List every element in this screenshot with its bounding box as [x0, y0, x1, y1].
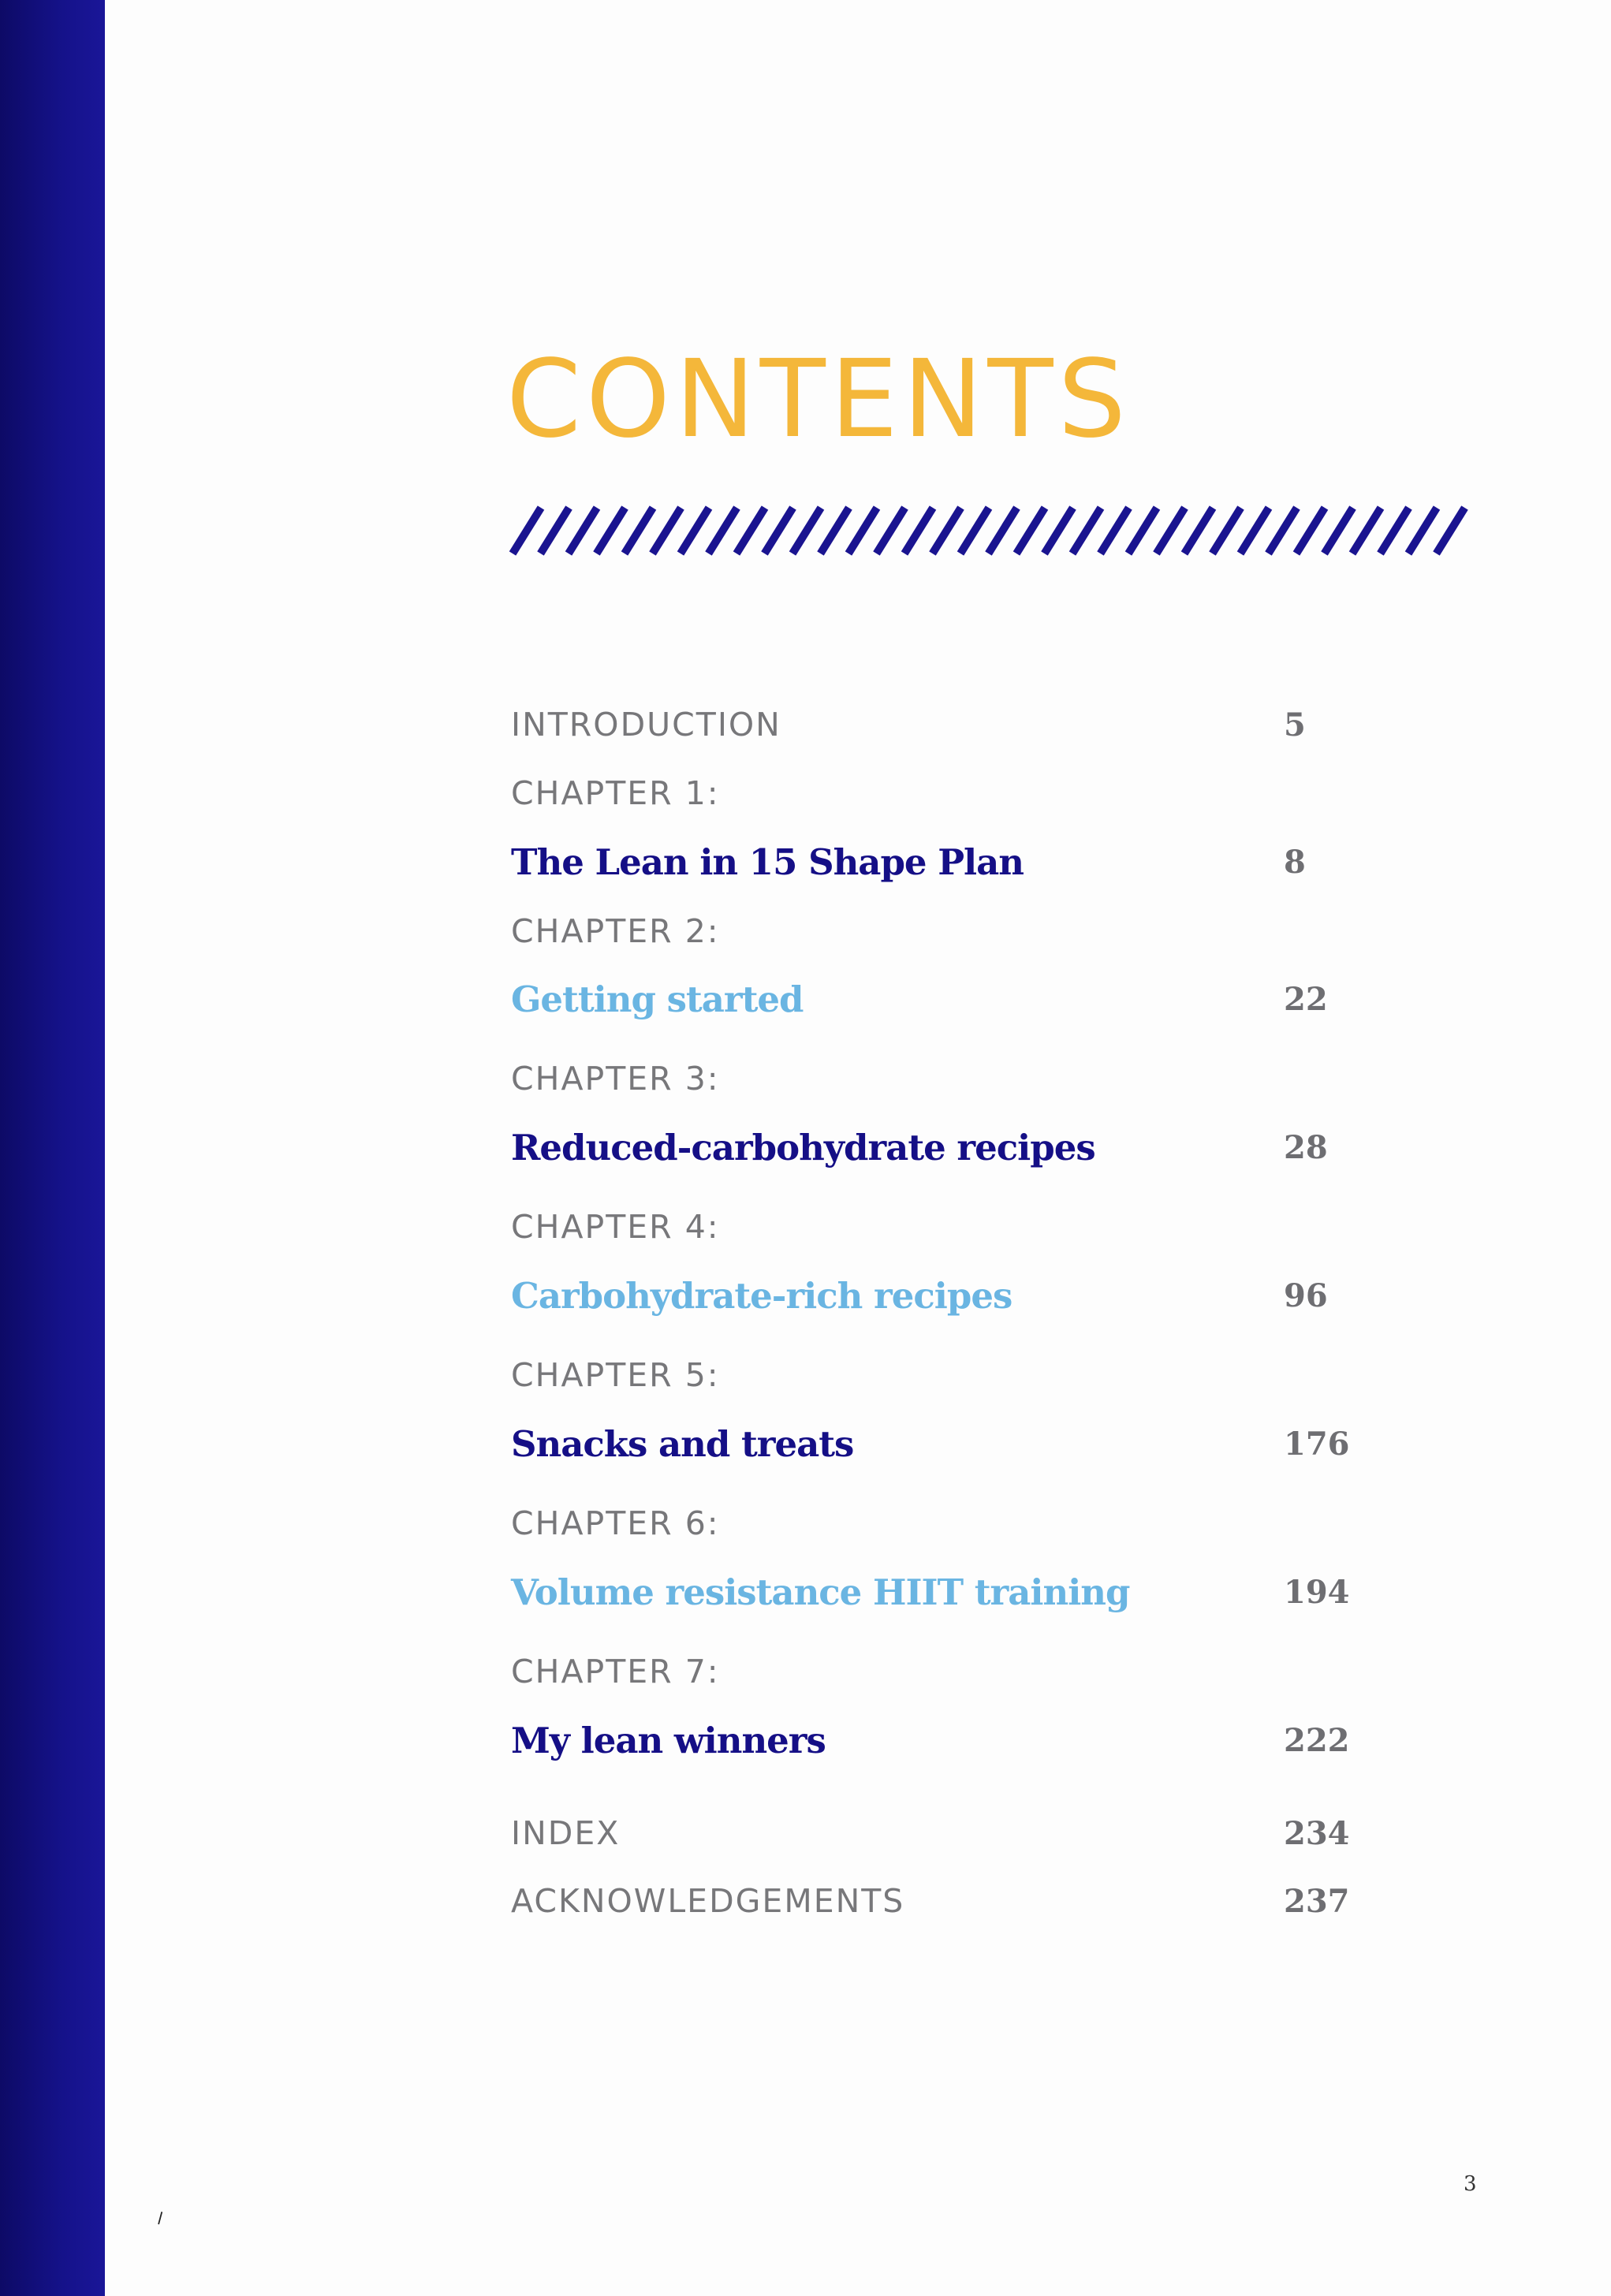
- stripe-mark: [1016, 508, 1045, 554]
- toc-entry: [511, 1806, 1350, 1861]
- stripe-mark: [625, 508, 653, 554]
- toc-chapter-title: The Lean in 15 Shape Plan: [511, 840, 1024, 883]
- book-spine: [0, 0, 105, 2296]
- toc-section-label: CHAPTER 2:: [511, 912, 720, 950]
- toc-section-label: CHAPTER 7:: [511, 1653, 720, 1690]
- stripe-mark: [821, 508, 849, 554]
- page-folio: 3: [1464, 2172, 1477, 2196]
- toc-page-number: 234: [1284, 1814, 1350, 1852]
- stripe-mark: [513, 508, 541, 554]
- toc-entry: [511, 1051, 1347, 1106]
- toc-page-number: 176: [1284, 1425, 1350, 1463]
- toc-entry: [511, 1416, 1350, 1471]
- stripe-mark: [792, 508, 821, 554]
- stripe-mark: [1045, 508, 1073, 554]
- stripe-mark: [653, 508, 681, 554]
- stripe-mark: [597, 508, 625, 554]
- stripe-mark: [1157, 508, 1185, 554]
- stripe-mark: [1072, 508, 1101, 554]
- toc-chapter-title: Snacks and treats: [511, 1422, 854, 1465]
- toc-entry: [511, 1120, 1347, 1175]
- toc-entry: [511, 1496, 1347, 1551]
- toc-entry: [511, 697, 1347, 752]
- toc-page-number: 28: [1284, 1128, 1328, 1166]
- stripe-mark: [681, 508, 709, 554]
- toc-page-number: 8: [1284, 843, 1306, 881]
- stripe-mark: [709, 508, 737, 554]
- toc-page-number: 96: [1284, 1277, 1328, 1314]
- toc-chapter-title: My lean winners: [511, 1719, 826, 1761]
- toc-page-number: 22: [1284, 980, 1328, 1018]
- toc-entry: [511, 766, 1347, 821]
- toc-chapter-title: Getting started: [511, 978, 804, 1020]
- toc-section-label: CHAPTER 3:: [511, 1060, 720, 1098]
- toc-section-label: CHAPTER 5:: [511, 1356, 720, 1394]
- toc-chapter-title: Reduced-carbohydrate recipes: [511, 1126, 1095, 1168]
- toc-entry: [511, 1713, 1350, 1768]
- stripe-mark: [1437, 508, 1465, 554]
- stripe-mark: [541, 508, 569, 554]
- stripe-mark: [989, 508, 1017, 554]
- toc-section-label: CHAPTER 6:: [511, 1504, 720, 1542]
- stripe-mark: [1184, 508, 1213, 554]
- toc-chapter-title: Volume resistance HIIT training: [511, 1571, 1130, 1613]
- stripe-mark: [1408, 508, 1437, 554]
- stripe-mark: [1269, 508, 1297, 554]
- toc-section-label: CHAPTER 4:: [511, 1208, 720, 1246]
- toc-entry: [511, 904, 1347, 959]
- stripe-mark: [765, 508, 793, 554]
- toc-section-label: INDEX: [511, 1814, 621, 1852]
- toc-page-number: 5: [1284, 706, 1306, 744]
- stripe-mark: [1128, 508, 1157, 554]
- page-title: CONTENTS: [506, 337, 1131, 462]
- toc-page-number: 237: [1284, 1882, 1350, 1920]
- toc-entry: [511, 1873, 1350, 1929]
- toc-entry: [511, 1347, 1347, 1403]
- stripe-mark: [737, 508, 765, 554]
- toc-entry: [511, 1199, 1347, 1254]
- toc-section-label: CHAPTER 1:: [511, 774, 720, 812]
- stripe-mark: [848, 508, 877, 554]
- stripe-mark: [904, 508, 933, 554]
- stripe-mark: [933, 508, 961, 554]
- stripe-mark: [1101, 508, 1129, 554]
- stripe-mark: [1213, 508, 1241, 554]
- toc-entry: [511, 971, 1347, 1027]
- stripe-mark: [1381, 508, 1409, 554]
- toc-chapter-title: Carbohydrate-rich recipes: [511, 1274, 1012, 1317]
- stripe-mark: [877, 508, 905, 554]
- stripe-mark: [1352, 508, 1381, 554]
- stripe-mark: [1325, 508, 1353, 554]
- pen-mark: ⸝: [144, 2196, 171, 2231]
- stripe-mark: [569, 508, 597, 554]
- stripe-mark: [1240, 508, 1269, 554]
- toc-section-label: INTRODUCTION: [511, 706, 781, 744]
- toc-page-number: 222: [1284, 1721, 1350, 1759]
- stripe-mark: [1296, 508, 1325, 554]
- toc-entry: [511, 1644, 1347, 1699]
- toc-entry: [511, 1564, 1350, 1620]
- stripe-mark: [960, 508, 989, 554]
- toc-page-number: 194: [1284, 1573, 1350, 1611]
- toc-section-label: ACKNOWLEDGEMENTS: [511, 1882, 905, 1920]
- stripe-divider: [505, 503, 1482, 558]
- toc-entry: [511, 1268, 1347, 1323]
- toc-entry: [511, 834, 1347, 889]
